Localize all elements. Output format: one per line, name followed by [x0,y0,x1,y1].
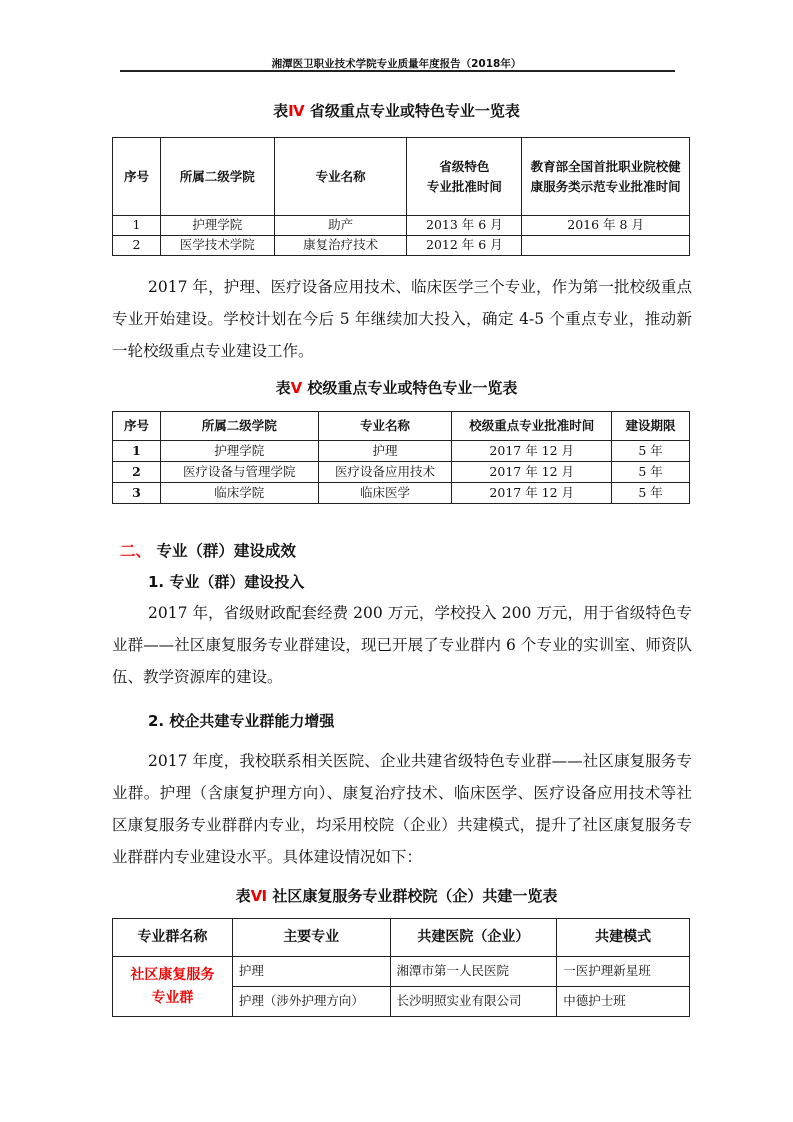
title-number: Ⅵ [250,887,268,905]
header-cell: 建设期限 [612,412,690,441]
header-cell: 所属二级学院 [160,138,274,216]
section-title: 专业（群）建设成效 [151,542,296,560]
section-heading [120,539,296,561]
cell: 5 年 [612,462,690,483]
cell: 5 年 [612,441,690,462]
subheading: 2. 校企共建专业群能力增强 [148,712,335,730]
cell: 1 [113,441,161,462]
cell: 护理 [318,441,452,462]
title-number: Ⅳ [288,102,305,120]
header-cell: 专业群名称 [113,919,233,957]
cell: 2012 年 6 月 [407,236,522,256]
header-cell: 共建模式 [557,919,690,957]
table-row [113,483,690,504]
table4 [112,137,690,256]
paragraph: 2017 年，护理、医疗设备应用技术、临床医学三个专业，作为第一批校级重点专业开始建设。学校计划在今后 5 年继续加大投入，确定 4-5 个重点专业，推动新一轮校级重点专业建设工作。 [112,278,692,360]
cell: 护理学院 [160,441,318,462]
header-cell: 专业名称 [274,138,407,216]
header-cell: 序号 [113,412,161,441]
header-cell: 校级重点专业批准时间 [452,412,612,441]
table-row [113,236,690,256]
cell: 2 [113,236,161,256]
title-text: 校级重点专业或特色专业一览表 [302,379,518,397]
cell: 2 [113,462,161,483]
header-cell: 所属二级学院 [160,412,318,441]
cell: 医疗设备应用技术 [318,462,452,483]
cell: 临床学院 [160,483,318,504]
cell: 助产 [274,216,407,236]
cell: 康复治疗技术 [274,236,407,256]
group-name-cell: 社区康复服务专业群 [113,957,233,1017]
header-cell: 专业名称 [318,412,452,441]
header-cell: 共建医院（企业） [390,919,557,957]
cell: 2017 年 12 月 [452,462,612,483]
cell: 湘潭市第一人民医院 [390,957,557,987]
cell: 2016 年 8 月 [522,216,690,236]
cell: 医疗设备与管理学院 [160,462,318,483]
section-number: 二、 [120,542,152,560]
cell [522,236,690,256]
cell: 护理 [232,957,390,987]
cell: 一医护理新星班 [557,957,690,987]
cell: 中德护士班 [557,987,690,1017]
title-prefix: 表 [273,102,289,120]
table-row [113,441,690,462]
table5-title [0,377,793,398]
cell: 5 年 [612,483,690,504]
title-text: 社区康复服务专业群校院（企）共建一览表 [267,887,558,905]
table-row [113,957,690,987]
cell: 医学技术学院 [160,236,274,256]
header-cell: 省级特色 专业批准时间 [407,138,522,216]
table6-title [0,885,793,906]
table4-title [0,100,793,121]
cell: 2013 年 6 月 [407,216,522,236]
cell: 护理（涉外护理方向） [232,987,390,1017]
cell: 2017 年 12 月 [452,483,612,504]
header-cell: 序号 [113,138,161,216]
cell: 临床医学 [318,483,452,504]
title-number: Ⅴ [290,379,303,397]
paragraph: 2017 年度，我校联系相关医院、企业共建省级特色专业群——社区康复服务专业群。护理（含康复护理方向）、康复治疗技术、临床医学、医疗设备应用技术等社区康复服务专业群群内专业，均采用校院（企业）共建模式，提升了社区康复服务专业群群内专业建设水平。具体建设情况如下： [112,752,692,866]
paragraph: 2017 年，省级财政配套经费 200 万元，学校投入 200 万元，用于省级特色专业群——社区康复服务专业群建设，现已开展了专业群内 6 个专业的实训室、师资队伍、教学资源库的建设。 [112,604,692,686]
title-prefix: 表 [275,379,291,397]
title-text: 省级重点专业或特色专业一览表 [304,102,520,120]
cell: 1 [113,216,161,236]
table-row [113,462,690,483]
header-cell: 主要专业 [232,919,390,957]
cell: 2017 年 12 月 [452,441,612,462]
header-rule [120,70,675,72]
title-prefix: 表 [235,887,251,905]
table6 [112,918,690,1017]
cell: 护理学院 [160,216,274,236]
table-row [113,216,690,236]
cell: 3 [113,483,161,504]
table5 [112,411,690,504]
running-header: 湘潭医卫职业技术学院专业质量年度报告（2018年） [271,58,522,70]
header-cell: 教育部全国首批职业院校健康服务类示范专业批准时间 [522,138,690,216]
cell: 长沙明照实业有限公司 [390,987,557,1017]
subheading: 1. 专业（群）建设投入 [148,573,305,591]
